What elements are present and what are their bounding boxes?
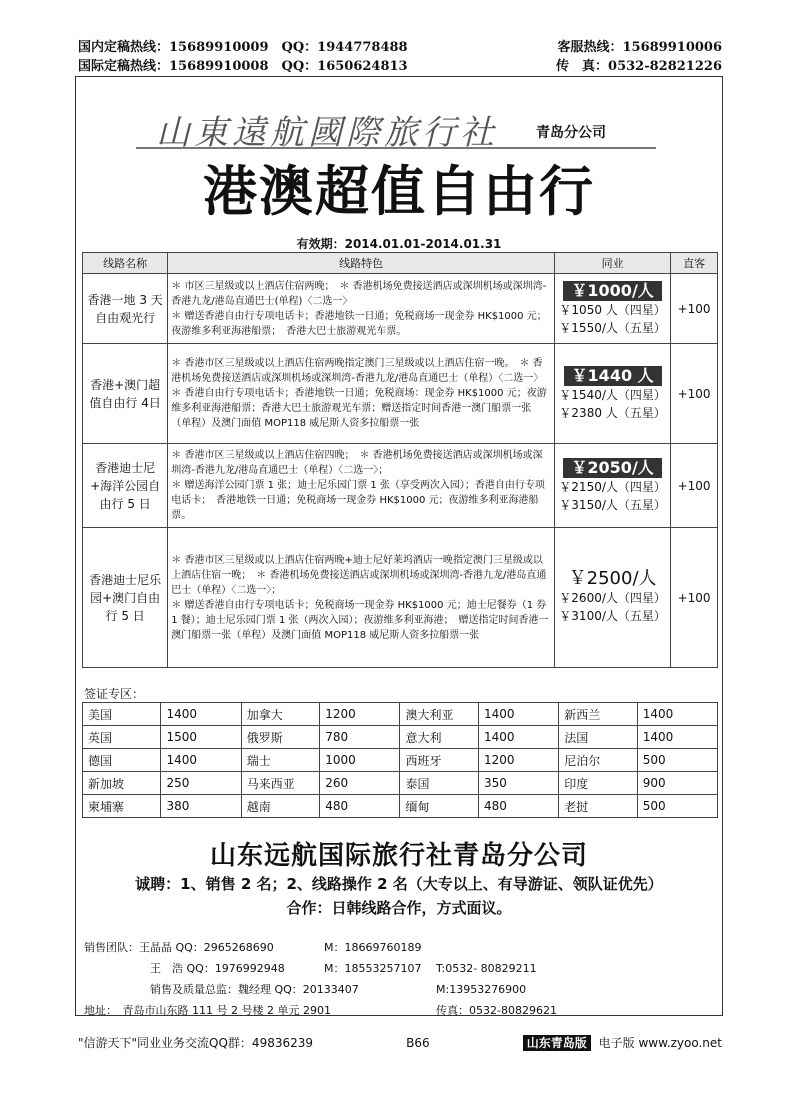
- visa-table: [82, 702, 718, 818]
- price-main: ￥2050/人: [563, 458, 661, 478]
- table-row: [83, 528, 718, 668]
- visa-country: 新加坡: [83, 772, 161, 795]
- main-frame: [75, 76, 723, 1016]
- recruitment-text: 诚聘：1、销售 2 名；2、线路操作 2 名（大专以上、有导游证、领队证优先）: [135, 875, 663, 893]
- visa-country: 印度: [559, 772, 637, 795]
- contact-row: [84, 979, 704, 1000]
- price-five-star: ￥3150/人（五星）: [559, 497, 666, 512]
- header-row-2: [78, 55, 722, 74]
- header-row-1: [78, 36, 722, 55]
- route-feature: ＊ 香港市区三星级或以上酒店住宿四晚； ＊ 香港机场免费接送酒店或深圳机场或深圳湾-香港九龙/港岛直通巴士（单程）〈二选一〉； ＊ 赠送海洋公园门票 1 张；迪士尼乐园门票 1 张（享受两次入园）；香港自由行专项电话卡； 香港地铁一日通；免税商场一现金券 HK$1000 元；夜游维多利亚海港船票。: [168, 444, 555, 528]
- website: 电子版 www.zyoo.net: [598, 1036, 722, 1050]
- visa-row: [83, 795, 718, 818]
- visa-price: 1200: [320, 703, 400, 726]
- visa-price: 1500: [161, 726, 241, 749]
- visa-country: 尼泊尔: [559, 749, 637, 772]
- route-price: [555, 528, 671, 668]
- intl-hotline: 国际定稿热线：15689910008 QQ：1650624813: [78, 59, 408, 74]
- address: 地址： 青岛市山东路 111 号 2 号楼 2 单元 2901: [84, 1004, 331, 1017]
- price-four-star: ￥1050 人（四星）: [559, 302, 666, 317]
- route-name: 香港一地 3 天自由观光行: [83, 274, 168, 344]
- visa-country: 泰国: [400, 772, 478, 795]
- price-four-star: ￥2600/人（四星）: [559, 591, 666, 605]
- visa-country: 马来西亚: [241, 772, 319, 795]
- visa-price: 1400: [637, 703, 717, 726]
- contact-row: [84, 937, 704, 958]
- route-name: 香港+澳门超值自由行 4日: [83, 344, 168, 444]
- page-title: 港澳超值自由行: [203, 160, 595, 223]
- visa-country: 柬埔寨: [83, 795, 161, 818]
- visa-price: 900: [637, 772, 717, 795]
- visa-price: 380: [161, 795, 241, 818]
- visa-country: 法国: [559, 726, 637, 749]
- fax-number: 传 真：0532-82821226: [556, 59, 722, 74]
- table-row: [83, 344, 718, 444]
- price-five-star: ￥2380 人（五星）: [559, 405, 666, 420]
- cooperation-text: 合作：日韩线路合作，方式面议。: [286, 899, 512, 917]
- route-price: [555, 274, 671, 344]
- price-four-star: ￥1540/人（四星）: [559, 387, 666, 402]
- route-direct: +100: [671, 528, 718, 668]
- visa-price: 250: [161, 772, 241, 795]
- qq-group: "信游天下"同业业务交流QQ群：49836239: [78, 1036, 314, 1050]
- col-direct-price: 直客: [671, 253, 718, 274]
- visa-price: 480: [320, 795, 400, 818]
- visa-country: 俄罗斯: [241, 726, 319, 749]
- route-feature: ＊ 香港市区三星级或以上酒店住宿两晚+迪士尼好莱坞酒店一晚指定澳门三星级或以上酒店住宿一晚； ＊ 香港机场免费接送酒店或深圳机场或深圳湾-香港九龙/港岛直通巴士（单程）〈二选一〉； ＊ 赠送香港自由行专项电话卡；免税商场一现金券 HK$1000 元；迪士尼餐券（1 券 1 餐）；迪士尼乐园门票 1 张（两次入园）；夜游维多利亚海港； 赠送指定时间香港一澳门船票一张（单程）及澳门面值 MOP118 威尼斯人资多拉船票一张: [168, 528, 555, 668]
- visa-price: 1400: [637, 726, 717, 749]
- visa-price: 500: [637, 795, 717, 818]
- visa-country: 西班牙: [400, 749, 478, 772]
- company-name: 山东远航国际旅行社青岛分公司: [209, 841, 588, 871]
- visa-price: 260: [320, 772, 400, 795]
- col-route-name: 线路名称: [83, 253, 168, 274]
- visa-country: 老挝: [559, 795, 637, 818]
- visa-country: 美国: [83, 703, 161, 726]
- edition-info: [523, 1034, 722, 1051]
- route-price: [555, 344, 671, 444]
- visa-row: [83, 703, 718, 726]
- route-price: [555, 444, 671, 528]
- price-main: ￥1440 人: [564, 366, 662, 386]
- fax: 传真：0532-80829621: [436, 1004, 557, 1017]
- page-number: B66: [406, 1035, 430, 1050]
- route-name: 香港迪士尼+海洋公园自由行 5 日: [83, 444, 168, 528]
- table-row: [83, 274, 718, 344]
- visa-country: 越南: [241, 795, 319, 818]
- visa-price: 500: [637, 749, 717, 772]
- visa-country: 缅甸: [400, 795, 478, 818]
- visa-row: [83, 726, 718, 749]
- visa-country: 意大利: [400, 726, 478, 749]
- validity-period: 有效期：2014.01.01-2014.01.31: [296, 237, 502, 251]
- visa-country: 加拿大: [241, 703, 319, 726]
- visa-price: 480: [478, 795, 558, 818]
- quality-director: 销售及质量总监：魏经理 QQ：20133407: [150, 983, 359, 996]
- mobile-2: M：18553257107: [324, 962, 422, 975]
- visa-country: 英国: [83, 726, 161, 749]
- col-peer-price: 同业: [555, 253, 671, 274]
- price-five-star: ￥3100/人（五星）: [559, 609, 666, 623]
- route-direct: +100: [671, 344, 718, 444]
- price-main: ￥1000/人: [563, 281, 661, 301]
- visa-country: 德国: [83, 749, 161, 772]
- col-route-feature: 线路特色: [168, 253, 555, 274]
- visa-price: 1000: [320, 749, 400, 772]
- visa-price: 1400: [161, 749, 241, 772]
- visa-country: 澳大利亚: [400, 703, 478, 726]
- visa-price: 780: [320, 726, 400, 749]
- branch-label: 青岛分公司: [536, 125, 606, 141]
- visa-price: 1200: [478, 749, 558, 772]
- routes-header-row: [83, 253, 718, 274]
- mobile-3: M:13953276900: [436, 983, 527, 996]
- price-five-star: ￥1550/人（五星）: [559, 320, 666, 335]
- domestic-hotline: 国内定稿热线：15689910009 QQ：1944778488: [78, 40, 408, 55]
- visa-country: 瑞士: [241, 749, 319, 772]
- visa-row: [83, 749, 718, 772]
- routes-table: [82, 252, 718, 668]
- contact-row: [84, 1000, 704, 1021]
- sales-contact-1: 销售团队：王晶晶 QQ：2965268690: [84, 941, 274, 954]
- visa-country: 新西兰: [559, 703, 637, 726]
- service-hotline: 客服热线：15689910006: [557, 40, 722, 55]
- contact-info: [84, 937, 704, 1021]
- edition-badge: 山东青岛版: [523, 1035, 591, 1051]
- visa-price: 1400: [478, 726, 558, 749]
- visa-row: [83, 772, 718, 795]
- price-four-star: ￥2150/人（四星）: [559, 479, 666, 494]
- table-row: [83, 444, 718, 528]
- route-direct: +100: [671, 274, 718, 344]
- footer: [78, 1034, 722, 1051]
- visa-price: 350: [478, 772, 558, 795]
- visa-price: 1400: [161, 703, 241, 726]
- route-feature: ＊ 香港市区三星级或以上酒店住宿两晚指定澳门三星级或以上酒店住宿一晚。 ＊ 香港机场免费接送酒店或深圳机场或深圳湾-香港九龙/港岛直通巴士（单程）〈二选一〉 ＊ 香港自由行专项电话卡；香港地铁一日通；免税商场：现金券 HK$1000 元；夜游维多利亚海港船票；香港大巴士旅游观光车票；赠送指定时间香港一澳门船票一张（单程）及澳门面值 MOP118 威尼斯人资多拉船票一张: [168, 344, 555, 444]
- sales-contact-2: 王 浩 QQ：1976992948: [150, 962, 285, 975]
- contact-row: [84, 958, 704, 979]
- telephone: T:0532- 80829211: [436, 962, 537, 975]
- price-main: ￥2500/人: [568, 568, 657, 589]
- route-direct: +100: [671, 444, 718, 528]
- visa-price: 1400: [478, 703, 558, 726]
- route-name: 香港迪士尼乐园+澳门自由行 5 日: [83, 528, 168, 668]
- visa-section-title: 签证专区：: [84, 687, 145, 701]
- mobile-1: M：18669760189: [324, 941, 422, 954]
- route-feature: ＊ 市区三星级或以上酒店住宿两晚； ＊ 香港机场免费接送酒店或深圳机场或深圳湾-香港九龙/港岛直通巴士(单程)〈二选一〉 ＊ 赠送香港自由行专项电话卡；香港地铁一日通；免税商场一现金券 HK$1000 元；夜游维多利亚海港船票； 香港大巴士旅游观光车票。: [168, 274, 555, 344]
- agency-logo: 山東遠航國際旅行社: [156, 113, 498, 153]
